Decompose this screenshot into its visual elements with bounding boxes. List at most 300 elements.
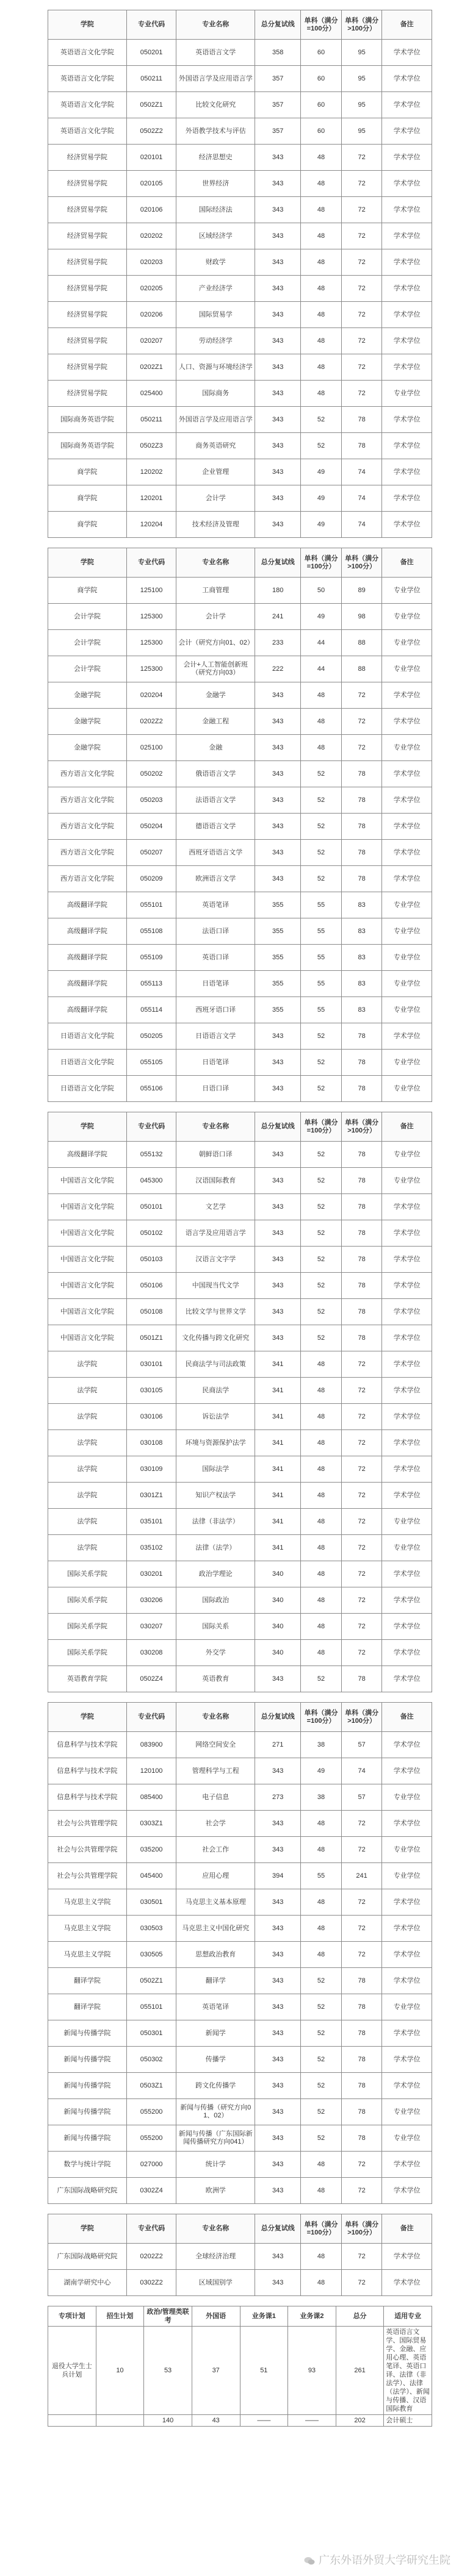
table-cell: 传播学 [176, 2047, 255, 2073]
table-cell: 233 [255, 630, 301, 656]
table-row [48, 1561, 432, 1587]
table-cell: 055106 [126, 1076, 176, 1102]
table-cell: 法学院 [48, 1430, 127, 1456]
table-cell: 343 [255, 223, 301, 249]
tables-container [48, 10, 432, 2296]
table-row [48, 1483, 432, 1509]
table-cell: 38 [301, 1732, 342, 1758]
table-cell: 西方语言文化学院 [48, 866, 127, 892]
table-cell: 中国语言文化学院 [48, 1168, 127, 1194]
table-row [48, 918, 432, 945]
table-cell: 学术学位 [382, 171, 432, 197]
table-cell: 新闻与传播学院 [48, 2047, 127, 2073]
table-cell: 信息科学与技术学院 [48, 1784, 127, 1811]
table-row [48, 1023, 432, 1050]
table-cell: 49 [301, 604, 342, 630]
table-cell: 55 [301, 971, 342, 997]
special-plan-column-header: 适用专业 [384, 2306, 432, 2327]
table-cell: 法学院 [48, 1351, 127, 1378]
table-cell: 48 [301, 2244, 342, 2270]
table-row [48, 866, 432, 892]
table-cell: 025400 [126, 381, 176, 407]
table-cell: 52 [301, 1023, 342, 1050]
table-cell: 050102 [126, 1220, 176, 1247]
table-cell: 48 [301, 1811, 342, 1837]
table-row [48, 2099, 432, 2125]
table-cell: 055101 [126, 892, 176, 918]
column-header: 专业名称 [176, 1112, 255, 1142]
table-cell: 030207 [126, 1614, 176, 1640]
table-cell: 西方语言文化学院 [48, 787, 127, 814]
table-cell: 95 [341, 118, 382, 145]
table-cell: 日语语言文化学院 [48, 1023, 127, 1050]
table-cell: 48 [301, 354, 342, 381]
table-cell: 学术学位 [382, 1811, 432, 1837]
table-cell: 学术学位 [382, 1916, 432, 1942]
table-cell: 030108 [126, 1430, 176, 1456]
table-cell: 78 [341, 1220, 382, 1247]
table-cell: 050211 [126, 407, 176, 433]
table-cell: 343 [255, 814, 301, 840]
table-cell: 信息科学与技术学院 [48, 1732, 127, 1758]
table-cell: 50 [301, 578, 342, 604]
table-cell: 经济贸易学院 [48, 249, 127, 276]
table-row [48, 1247, 432, 1273]
column-header: 专业名称 [176, 548, 255, 578]
table-cell: 78 [341, 1968, 382, 1994]
table-cell: 会计学院 [48, 604, 127, 630]
table-cell: 125300 [126, 656, 176, 682]
table-cell: 050108 [126, 1299, 176, 1325]
table-cell: 金融学院 [48, 735, 127, 761]
table-cell: 区域经济学 [176, 223, 255, 249]
table-cell: 78 [341, 1273, 382, 1299]
table-cell: 专业学位 [382, 1168, 432, 1194]
table-cell: 专业学位 [382, 945, 432, 971]
table-cell: 343 [255, 1168, 301, 1194]
table-cell: 030505 [126, 1942, 176, 1968]
table-row [48, 2178, 432, 2204]
table-cell: 学术学位 [382, 1023, 432, 1050]
table-cell: 52 [301, 1273, 342, 1299]
table-cell: 72 [341, 1351, 382, 1378]
table-cell: 343 [255, 735, 301, 761]
table-cell: 48 [301, 276, 342, 302]
table-cell: 文化传播与跨文化研究 [176, 1325, 255, 1351]
table-cell: 343 [255, 433, 301, 459]
table-cell: 44 [301, 656, 342, 682]
table-cell: 78 [341, 761, 382, 787]
table-header-row [48, 2214, 432, 2244]
table-cell: 国际贸易学 [176, 302, 255, 328]
table-cell: 数学与统计学院 [48, 2152, 127, 2178]
table-cell: 343 [255, 512, 301, 538]
table-cell: 国际关系学院 [48, 1561, 127, 1587]
table-cell: 343 [255, 761, 301, 787]
table-cell: 欧洲学 [176, 2178, 255, 2204]
table-cell: 020204 [126, 682, 176, 709]
table-cell: 60 [301, 66, 342, 92]
table-cell: 汉语国际教育 [176, 1168, 255, 1194]
table-cell: 343 [255, 1837, 301, 1863]
table-cell: 52 [301, 2047, 342, 2073]
table-cell: 035200 [126, 1837, 176, 1863]
special-plan-cell: 会计硕士 [384, 2415, 432, 2427]
column-header: 专业名称 [176, 2214, 255, 2244]
table-cell: 341 [255, 1509, 301, 1535]
table-row [48, 2270, 432, 2296]
table-cell: 翻译学 [176, 1968, 255, 1994]
table-cell: 社会与公共管理学院 [48, 1811, 127, 1837]
table-cell: 专业学位 [382, 656, 432, 682]
table-cell: 西方语言文化学院 [48, 814, 127, 840]
table-header-row [48, 548, 432, 578]
table-cell: 学术学位 [382, 1942, 432, 1968]
table-cell: 341 [255, 1456, 301, 1483]
table-cell: 52 [301, 2125, 342, 2152]
table-row [48, 249, 432, 276]
column-header: 总分复试线 [255, 548, 301, 578]
table-cell: 学术学位 [382, 40, 432, 66]
table-cell: 120204 [126, 512, 176, 538]
score-table [48, 1112, 432, 1692]
table-cell: 343 [255, 787, 301, 814]
table-cell: 会计学院 [48, 656, 127, 682]
table-cell: 44 [301, 630, 342, 656]
table-cell: 52 [301, 2099, 342, 2125]
table-cell: 学术学位 [382, 92, 432, 118]
special-plan-cell: 93 [288, 2327, 336, 2415]
table-row [48, 1942, 432, 1968]
table-cell: 会计学 [176, 485, 255, 512]
table-cell: 产业经济学 [176, 276, 255, 302]
table-cell: 学术学位 [382, 118, 432, 145]
table-cell: 055105 [126, 1050, 176, 1076]
column-header: 学院 [48, 548, 127, 578]
table-cell: 38 [301, 1784, 342, 1811]
watermark-text: 广东外语外贸大学研究生院 [319, 2554, 450, 2567]
special-plan-cell: 140 [144, 2415, 192, 2427]
table-cell: 055109 [126, 945, 176, 971]
table-row [48, 512, 432, 538]
table-cell: 55 [301, 1863, 342, 1889]
table-cell: 78 [341, 1994, 382, 2020]
table-row [48, 1614, 432, 1640]
special-plan-cell: 退役大学生士兵计划 [48, 2327, 96, 2415]
table-cell: 020205 [126, 276, 176, 302]
table-cell: 比较文化研究 [176, 92, 255, 118]
table-cell: 030105 [126, 1378, 176, 1404]
column-header: 学院 [48, 1112, 127, 1142]
column-header: 专业代码 [126, 1703, 176, 1732]
table-cell: 经济贸易学院 [48, 381, 127, 407]
table-row [48, 2244, 432, 2270]
table-cell: 72 [341, 709, 382, 735]
table-row [48, 328, 432, 354]
table-cell: 343 [255, 1325, 301, 1351]
table-cell: 343 [255, 840, 301, 866]
table-cell: 0502Z4 [126, 1666, 176, 1692]
table-cell: 78 [341, 1023, 382, 1050]
table-cell: 语言学及应用语言学 [176, 1220, 255, 1247]
table-row [48, 1220, 432, 1247]
table-row [48, 1351, 432, 1378]
special-plan-cell [48, 2415, 96, 2427]
table-cell: 72 [341, 145, 382, 171]
table-cell: 0502Z1 [126, 1968, 176, 1994]
table-cell: 汉语言文字学 [176, 1247, 255, 1273]
table-cell: 会计学 [176, 604, 255, 630]
table-cell: 78 [341, 407, 382, 433]
table-cell: 355 [255, 945, 301, 971]
table-cell: 学术学位 [382, 682, 432, 709]
table-cell: 专业学位 [382, 1863, 432, 1889]
table-cell: 朝鲜语口译 [176, 1142, 255, 1168]
table-cell: 经济贸易学院 [48, 145, 127, 171]
table-row [48, 787, 432, 814]
table-cell: 商学院 [48, 578, 127, 604]
table-cell: 外国语言学及应用语言学 [176, 407, 255, 433]
table-cell: 125300 [126, 604, 176, 630]
table-cell: 学术学位 [382, 1194, 432, 1220]
table-cell: 085400 [126, 1784, 176, 1811]
table-cell: 商学院 [48, 459, 127, 485]
table-cell: 应用心理 [176, 1863, 255, 1889]
table-cell: 政治学理论 [176, 1561, 255, 1587]
column-header: 总分复试线 [255, 10, 301, 40]
table-cell: 49 [301, 1758, 342, 1784]
table-cell: 83 [341, 997, 382, 1023]
table-cell: 学术学位 [382, 1299, 432, 1325]
table-cell: 高级翻译学院 [48, 918, 127, 945]
column-header: 总分复试线 [255, 2214, 301, 2244]
table-cell: 外交学 [176, 1640, 255, 1666]
table-cell: 83 [341, 918, 382, 945]
table-cell: 57 [341, 1732, 382, 1758]
table-cell: 国际关系 [176, 1614, 255, 1640]
table-cell: 035102 [126, 1535, 176, 1561]
table-cell: 学术学位 [382, 1247, 432, 1273]
table-cell: 国际经济法 [176, 197, 255, 223]
special-plan-column-header: 专项计划 [48, 2306, 96, 2327]
column-header: 单科（满分>100分） [341, 2214, 382, 2244]
special-plan-cell: 英语语言文学、国际贸易学、金融、应用心理、英语笔译、英语口译、法律（非法学）、法律（法学）、新闻与传播、汉语国际教育 [384, 2327, 432, 2415]
table-cell: 52 [301, 1050, 342, 1076]
special-plan-cell: 37 [192, 2327, 240, 2415]
table-cell: 学术学位 [382, 354, 432, 381]
table-cell: 经济贸易学院 [48, 171, 127, 197]
table-header-row [48, 1112, 432, 1142]
table-cell: 区域国别学 [176, 2270, 255, 2296]
table-cell: 72 [341, 1587, 382, 1614]
table-cell: 英语教育 [176, 1666, 255, 1692]
table-cell: 学术学位 [382, 2178, 432, 2204]
table-cell: 72 [341, 276, 382, 302]
table-cell: 045400 [126, 1863, 176, 1889]
table-cell: 343 [255, 1023, 301, 1050]
column-header: 学院 [48, 1703, 127, 1732]
table-cell: 学术学位 [382, 1614, 432, 1640]
table-cell: 英语语言文化学院 [48, 66, 127, 92]
table-cell: 新闻与传播（研究方向01、02） [176, 2099, 255, 2125]
table-cell: 343 [255, 2244, 301, 2270]
table-cell: 343 [255, 1142, 301, 1168]
table-cell: 会计学院 [48, 630, 127, 656]
table-cell: 343 [255, 2178, 301, 2204]
table-cell: 马克思主义学院 [48, 1889, 127, 1916]
table-cell: 学术学位 [382, 814, 432, 840]
table-cell: 0301Z1 [126, 1483, 176, 1509]
table-cell: 52 [301, 1299, 342, 1325]
table-row [48, 1666, 432, 1692]
table-row [48, 735, 432, 761]
table-row [48, 971, 432, 997]
table-cell: 030208 [126, 1640, 176, 1666]
table-cell: 国际关系学院 [48, 1640, 127, 1666]
table-cell: 48 [301, 1509, 342, 1535]
table-cell: 统计学 [176, 2152, 255, 2178]
table-cell: 0503Z1 [126, 2073, 176, 2099]
table-cell: 72 [341, 223, 382, 249]
table-cell: 49 [301, 485, 342, 512]
table-cell: 法学院 [48, 1509, 127, 1535]
table-cell: 学术学位 [382, 761, 432, 787]
table-cell: 企业管理 [176, 459, 255, 485]
table-cell: 法语语言文学 [176, 787, 255, 814]
table-cell: 025100 [126, 735, 176, 761]
table-cell: 72 [341, 1561, 382, 1587]
table-cell: 48 [301, 1404, 342, 1430]
table-cell: 394 [255, 1863, 301, 1889]
table-cell: 95 [341, 40, 382, 66]
table-cell: 222 [255, 656, 301, 682]
table-cell: 马克思主义基本原理 [176, 1889, 255, 1916]
table-cell: 55 [301, 997, 342, 1023]
table-row [48, 2073, 432, 2099]
table-row [48, 1758, 432, 1784]
table-cell: 专业学位 [382, 1050, 432, 1076]
table-row [48, 1968, 432, 1994]
table-row [48, 604, 432, 630]
table-cell: 国际法学 [176, 1456, 255, 1483]
table-cell: 翻译学院 [48, 1968, 127, 1994]
table-cell: 人口、资源与环境经济学 [176, 354, 255, 381]
table-cell: 020106 [126, 197, 176, 223]
table-cell: 48 [301, 1614, 342, 1640]
table-cell: 125100 [126, 578, 176, 604]
table-cell: 050204 [126, 814, 176, 840]
table-row [48, 276, 432, 302]
table-cell: 343 [255, 2020, 301, 2047]
table-cell: 中国语言文化学院 [48, 1247, 127, 1273]
table-cell: 学术学位 [382, 1666, 432, 1692]
table-cell: 日语语言文学 [176, 1023, 255, 1050]
table-cell: 52 [301, 2020, 342, 2047]
table-cell: 48 [301, 1430, 342, 1456]
table-cell: 欧洲语言文学 [176, 866, 255, 892]
table-cell: 48 [301, 1916, 342, 1942]
table-cell: 055114 [126, 997, 176, 1023]
table-cell: 湖南学研究中心 [48, 2270, 127, 2296]
table-cell: 72 [341, 1811, 382, 1837]
column-header: 专业代码 [126, 1112, 176, 1142]
table-cell: 48 [301, 1889, 342, 1916]
column-header: 总分复试线 [255, 1112, 301, 1142]
table-cell: 055200 [126, 2125, 176, 2152]
column-header: 单科（满分=100分） [301, 10, 342, 40]
column-header: 单科（满分>100分） [341, 10, 382, 40]
table-cell: 0501Z1 [126, 1325, 176, 1351]
table-cell: 法语口译 [176, 918, 255, 945]
table-cell: 030503 [126, 1916, 176, 1942]
table-cell: 电子信息 [176, 1784, 255, 1811]
table-cell: 经济思想史 [176, 145, 255, 171]
table-cell: 020105 [126, 171, 176, 197]
table-cell: 72 [341, 381, 382, 407]
table-cell: 52 [301, 761, 342, 787]
table-cell: 74 [341, 512, 382, 538]
table-cell: 英语语言文学 [176, 40, 255, 66]
table-cell: 专业学位 [382, 630, 432, 656]
table-cell: 0302Z2 [126, 2270, 176, 2296]
table-cell: 英语笔译 [176, 892, 255, 918]
table-cell: 48 [301, 145, 342, 171]
table-cell: 学术学位 [382, 276, 432, 302]
table-cell: 030206 [126, 1587, 176, 1614]
table-row [48, 197, 432, 223]
table-cell: 355 [255, 918, 301, 945]
table-cell: 专业学位 [382, 1784, 432, 1811]
table-cell: 78 [341, 433, 382, 459]
table-cell: 马克思主义学院 [48, 1942, 127, 1968]
table-cell: 343 [255, 381, 301, 407]
table-cell: 专业学位 [382, 1076, 432, 1102]
table-row [48, 1837, 432, 1863]
table-cell: 52 [301, 814, 342, 840]
table-cell: 新闻与传播学院 [48, 2073, 127, 2099]
table-cell: 学术学位 [382, 1732, 432, 1758]
table-cell: 高级翻译学院 [48, 1142, 127, 1168]
table-cell: 180 [255, 578, 301, 604]
table-cell: 273 [255, 1784, 301, 1811]
table-cell: 343 [255, 328, 301, 354]
table-cell: 72 [341, 1837, 382, 1863]
table-cell: 72 [341, 197, 382, 223]
table-cell: 55 [301, 918, 342, 945]
table-cell: 340 [255, 1614, 301, 1640]
table-cell: 48 [301, 1378, 342, 1404]
table-cell: 金融工程 [176, 709, 255, 735]
table-cell: 0202Z1 [126, 354, 176, 381]
table-cell: 新闻与传播（广东国际新闻传播研究方向041） [176, 2125, 255, 2152]
table-cell: 358 [255, 40, 301, 66]
table-cell: 法学院 [48, 1378, 127, 1404]
table-cell: 学术学位 [382, 1889, 432, 1916]
table-cell: 120100 [126, 1758, 176, 1784]
table-cell: 355 [255, 892, 301, 918]
column-header: 单科（满分=100分） [301, 2214, 342, 2244]
table-cell: 金融学 [176, 682, 255, 709]
column-header: 单科（满分=100分） [301, 548, 342, 578]
table-cell: 341 [255, 1351, 301, 1378]
table-cell: 343 [255, 171, 301, 197]
table-cell: 文艺学 [176, 1194, 255, 1220]
table-cell: 343 [255, 1194, 301, 1220]
table-cell: 英语语言文化学院 [48, 92, 127, 118]
table-cell: 英语教育学院 [48, 1666, 127, 1692]
table-cell: 357 [255, 92, 301, 118]
table-cell: 020203 [126, 249, 176, 276]
